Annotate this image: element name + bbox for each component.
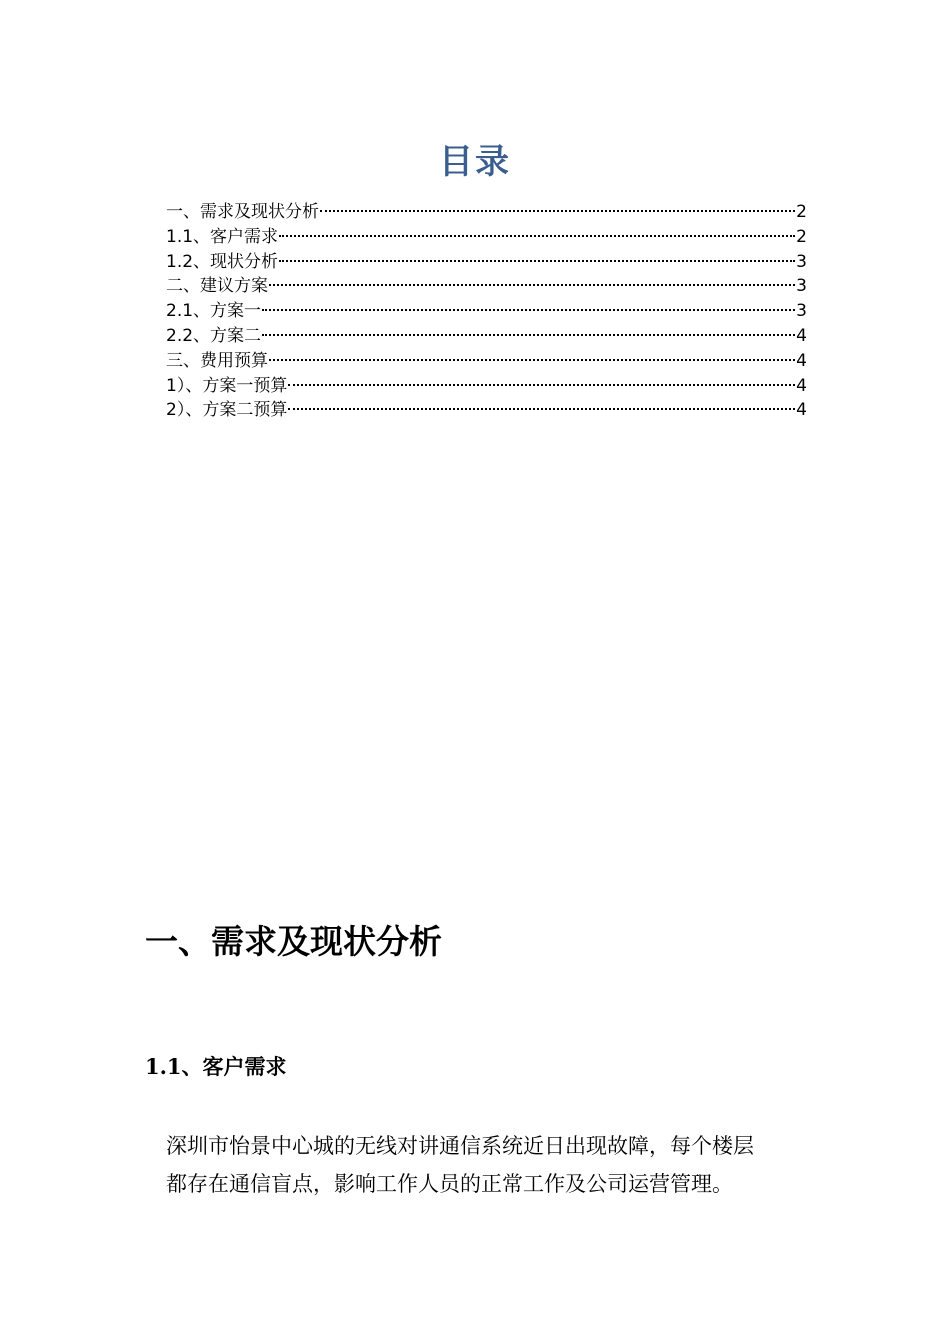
toc-entry-label: 一、需求及现状分析 xyxy=(166,202,319,222)
toc-entry-page: 3 xyxy=(796,251,807,272)
toc-dot-leader xyxy=(269,267,795,291)
section-heading: 一、需求及现状分析 xyxy=(145,922,442,961)
toc-entry-label: 三、费用预算 xyxy=(166,350,268,371)
table-of-contents xyxy=(166,193,807,421)
toc-entry-label: 1.2、现状分析 xyxy=(166,251,279,272)
toc-entry-page: 4 xyxy=(796,350,807,371)
toc-entry-page: 3 xyxy=(796,301,807,322)
toc-entry-label: 1）、方案一预算 xyxy=(166,375,288,396)
toc-entry-page: 3 xyxy=(796,276,807,297)
toc-dot-leader xyxy=(262,317,795,341)
paragraph-line: 都存在通信盲点，影响工作人员的正常工作及公司运营管理。 xyxy=(166,1172,733,1196)
toc-entry-page: 2 xyxy=(796,226,807,247)
toc-title: 目录 xyxy=(439,142,511,182)
toc-entry-page: 4 xyxy=(796,325,807,346)
toc-dot-leader xyxy=(262,292,795,316)
toc-entry-label: 2）、方案二预算 xyxy=(166,400,288,421)
toc-entry[interactable] xyxy=(166,342,807,371)
toc-dot-leader xyxy=(288,391,795,415)
toc-dot-leader xyxy=(269,342,795,366)
toc-dot-leader xyxy=(279,243,795,267)
toc-entry-page: 2 xyxy=(796,202,807,222)
toc-entry[interactable] xyxy=(166,317,807,346)
toc-entry[interactable] xyxy=(166,193,807,222)
toc-entry[interactable] xyxy=(166,292,807,322)
paragraph-line: 深圳市怡景中心城的无线对讲通信系统近日出现故障，每个楼层 xyxy=(166,1134,754,1158)
toc-entry-label: 2.2、方案二 xyxy=(166,325,262,346)
body-paragraph xyxy=(166,1127,806,1203)
toc-entry-label: 二、建议方案 xyxy=(166,276,268,297)
toc-dot-leader xyxy=(279,218,795,242)
toc-dot-leader xyxy=(320,193,795,217)
subsection-heading: 1.1、客户需求 xyxy=(145,1054,287,1079)
toc-dot-leader xyxy=(288,367,795,391)
toc-entry-label: 2.1、方案一 xyxy=(166,301,262,322)
toc-entry-page: 4 xyxy=(796,375,807,396)
toc-entry-page: 4 xyxy=(796,400,807,421)
toc-entry-label: 1.1、客户需求 xyxy=(166,226,279,247)
